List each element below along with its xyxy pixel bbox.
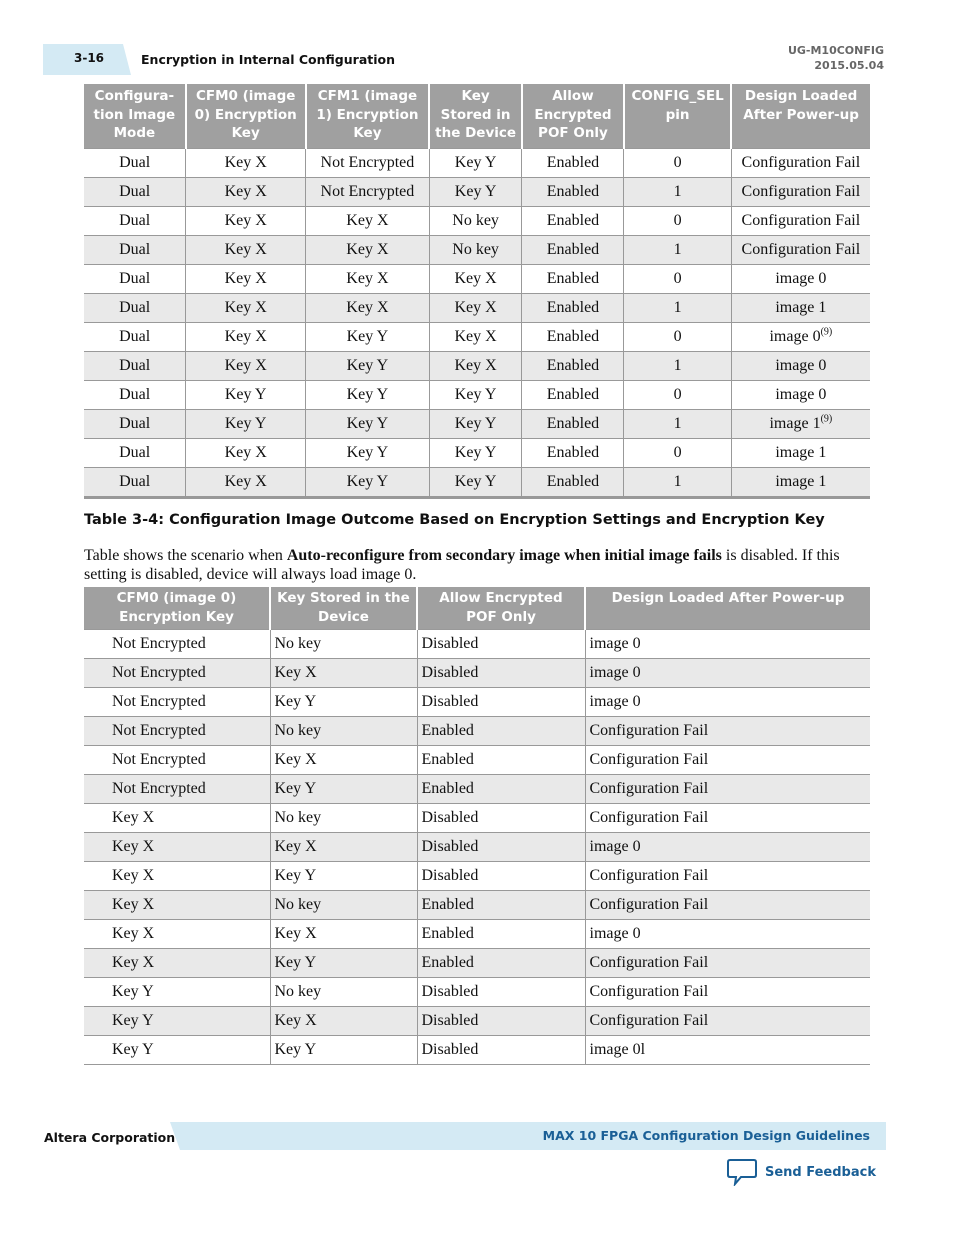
- page-number: 3-16: [74, 51, 105, 65]
- footnote-ref[interactable]: (9): [820, 326, 833, 338]
- table-row: [84, 862, 870, 891]
- column-header: CFM0 (image 0) Encryption Key: [186, 84, 306, 149]
- table-cell: No key: [270, 717, 417, 746]
- table-cell: image 1: [731, 468, 870, 498]
- table-cell: Key X: [186, 352, 306, 381]
- table-row: [84, 833, 870, 862]
- table-cell: Key Y: [429, 410, 522, 439]
- table-cell: Key X: [429, 352, 522, 381]
- table-cell: Disabled: [417, 862, 585, 891]
- table-cell: Not Encrypted: [84, 717, 270, 746]
- table-cell: Dual: [84, 352, 186, 381]
- table-cell: Enabled: [417, 746, 585, 775]
- table-cell: Key Y: [306, 439, 430, 468]
- table-cell: Key Y: [270, 949, 417, 978]
- table-cell: image 0: [731, 352, 870, 381]
- desc-text-pre: Table shows the scenario when: [84, 547, 287, 564]
- table-cell: Dual: [84, 439, 186, 468]
- table-cell: Key X: [186, 439, 306, 468]
- table-cell: Configuration Fail: [585, 804, 870, 833]
- column-header: CONFIG_SEL pin: [624, 84, 731, 149]
- speech-bubble-icon: [727, 1158, 757, 1186]
- table-row: [84, 468, 870, 498]
- column-header: Configura-tion Image Mode: [84, 84, 186, 149]
- table-cell: 0: [624, 265, 731, 294]
- table-cell: Enabled: [522, 207, 624, 236]
- table-cell: Enabled: [522, 352, 624, 381]
- table-cell: Configuration Fail: [585, 891, 870, 920]
- table-row: [84, 920, 870, 949]
- column-header: Key Stored in the Device: [429, 84, 522, 149]
- table-row: [84, 978, 870, 1007]
- encryption-table-dual: [84, 84, 870, 499]
- desc-text-post: is disabled. If this setting is disabled, device will always load image 0.: [84, 547, 840, 583]
- table-cell: image 0: [731, 265, 870, 294]
- send-feedback-link[interactable]: [727, 1158, 876, 1186]
- table-cell: Configuration Fail: [585, 1007, 870, 1036]
- table-cell: Key X: [84, 949, 270, 978]
- table-cell: 0: [624, 439, 731, 468]
- table-cell: Configuration Fail: [731, 236, 870, 265]
- table-cell: Key Y: [306, 468, 430, 498]
- table-row: [84, 688, 870, 717]
- desc-setting-name: Auto-reconfigure from secondary image when initial image fails: [286, 547, 722, 564]
- table-cell: Key Y: [429, 381, 522, 410]
- table-row: [84, 352, 870, 381]
- table-cell: Dual: [84, 468, 186, 498]
- table-cell: Configuration Fail: [731, 178, 870, 207]
- table-cell: image 0: [585, 833, 870, 862]
- table-cell: Key X: [306, 207, 430, 236]
- table-cell: Dual: [84, 323, 186, 352]
- table-row: [84, 265, 870, 294]
- table-cell: Dual: [84, 294, 186, 323]
- table-cell: Key Y: [270, 1036, 417, 1065]
- table-cell: Configuration Fail: [731, 149, 870, 178]
- table-cell: image 0: [731, 381, 870, 410]
- table-row: [84, 659, 870, 688]
- table-cell: Key X: [186, 468, 306, 498]
- table-cell: Disabled: [417, 630, 585, 659]
- table-cell: 0: [624, 207, 731, 236]
- table-cell: Key Y: [306, 410, 430, 439]
- table-cell: Key Y: [429, 178, 522, 207]
- table-cell: Configuration Fail: [585, 862, 870, 891]
- table-row: [84, 717, 870, 746]
- table-cell: Enabled: [522, 468, 624, 498]
- section-title: Encryption in Internal Configuration: [141, 52, 395, 67]
- table-cell: 1: [624, 236, 731, 265]
- table-cell: Key Y: [84, 1036, 270, 1065]
- table-cell: Key Y: [270, 688, 417, 717]
- table-cell: Configuration Fail: [731, 207, 870, 236]
- table-cell: 1: [624, 294, 731, 323]
- table-cell: Key Y: [84, 978, 270, 1007]
- table-cell: image 0: [585, 920, 870, 949]
- table-row: [84, 804, 870, 833]
- table-cell: 1: [624, 410, 731, 439]
- column-header: Key Stored in the Device: [270, 587, 417, 630]
- table-cell: Enabled: [522, 265, 624, 294]
- table-cell: Key X: [270, 1007, 417, 1036]
- table-cell: Key X: [84, 891, 270, 920]
- table-cell: Key X: [186, 178, 306, 207]
- table-cell: Key X: [186, 265, 306, 294]
- table-cell: 0: [624, 381, 731, 410]
- column-header: Allow Encrypted POF Only: [417, 587, 585, 630]
- table-row: [84, 294, 870, 323]
- column-header: Design Loaded After Power-up: [731, 84, 870, 149]
- table-cell: Key X: [306, 265, 430, 294]
- table-cell: Configuration Fail: [585, 775, 870, 804]
- doc-id: UG-M10CONFIG: [787, 44, 884, 57]
- column-header: Design Loaded After Power-up: [585, 587, 870, 630]
- table-cell: Key Y: [306, 352, 430, 381]
- table-cell: Key Y: [186, 410, 306, 439]
- table-cell: Dual: [84, 178, 186, 207]
- table-cell: image 0: [585, 630, 870, 659]
- table-caption: Table 3-4: Configuration Image Outcome Based on Encryption Settings and Encryption Key: [84, 512, 825, 528]
- table-cell: image 0$^{(9)}$: [731, 323, 870, 352]
- table-cell: Key X: [270, 746, 417, 775]
- table-cell: Key Y: [429, 149, 522, 178]
- table-cell: Key X: [186, 294, 306, 323]
- table-cell: Key X: [84, 920, 270, 949]
- table-cell: Dual: [84, 207, 186, 236]
- send-feedback-label[interactable]: Send Feedback: [765, 1164, 876, 1180]
- table-cell: Key X: [306, 236, 430, 265]
- footer-doc-title[interactable]: MAX 10 FPGA Configuration Design Guidelines: [542, 1128, 870, 1143]
- table-cell: Not Encrypted: [306, 178, 430, 207]
- table-cell: Key X: [84, 833, 270, 862]
- table-cell: Dual: [84, 265, 186, 294]
- table-cell: Disabled: [417, 1036, 585, 1065]
- table-cell: No key: [270, 804, 417, 833]
- table-row: [84, 949, 870, 978]
- table-cell: Not Encrypted: [306, 149, 430, 178]
- table-cell: Key X: [429, 323, 522, 352]
- table-cell: Not Encrypted: [84, 659, 270, 688]
- table-cell: Key Y: [270, 862, 417, 891]
- table-cell: Disabled: [417, 688, 585, 717]
- footnote-ref[interactable]: (9): [820, 413, 833, 425]
- table-cell: Key X: [84, 862, 270, 891]
- table-cell: image 1: [731, 294, 870, 323]
- table-cell: Enabled: [417, 775, 585, 804]
- table-cell: Not Encrypted: [84, 746, 270, 775]
- table-cell: Not Encrypted: [84, 775, 270, 804]
- table-cell: Key X: [429, 294, 522, 323]
- table-row: [84, 381, 870, 410]
- table-cell: Dual: [84, 236, 186, 265]
- table-row: [84, 236, 870, 265]
- table-cell: Disabled: [417, 978, 585, 1007]
- table-cell: 0: [624, 323, 731, 352]
- table-description: [84, 546, 870, 584]
- table-cell: Key Y: [84, 1007, 270, 1036]
- table-cell: image 1$^{(9)}$: [731, 410, 870, 439]
- table-cell: Dual: [84, 149, 186, 178]
- table-row: [84, 410, 870, 439]
- table-cell: Enabled: [417, 891, 585, 920]
- table-cell: image 0: [585, 688, 870, 717]
- table-cell: Dual: [84, 381, 186, 410]
- table-cell: Key X: [186, 323, 306, 352]
- table-cell: Enabled: [522, 323, 624, 352]
- table-cell: Enabled: [417, 920, 585, 949]
- table-cell: Key X: [84, 804, 270, 833]
- table-cell: Configuration Fail: [585, 978, 870, 1007]
- table-cell: Disabled: [417, 1007, 585, 1036]
- table-cell: Disabled: [417, 833, 585, 862]
- table-cell: No key: [429, 236, 522, 265]
- table-cell: Key Y: [306, 381, 430, 410]
- table-cell: Enabled: [522, 178, 624, 207]
- table-row: [84, 149, 870, 178]
- table-header-row: [84, 84, 870, 149]
- column-header: Allow Encrypted POF Only: [522, 84, 624, 149]
- encryption-table-single: [84, 587, 870, 1065]
- table-cell: Key X: [186, 149, 306, 178]
- table-cell: Key X: [186, 236, 306, 265]
- table-row: [84, 775, 870, 804]
- table-cell: Enabled: [522, 381, 624, 410]
- table-cell: Key X: [270, 659, 417, 688]
- table-cell: Enabled: [522, 236, 624, 265]
- table-cell: No key: [429, 207, 522, 236]
- table-cell: Configuration Fail: [585, 746, 870, 775]
- table-cell: Dual: [84, 410, 186, 439]
- table-row: [84, 178, 870, 207]
- table-cell: Enabled: [522, 294, 624, 323]
- table-row: [84, 323, 870, 352]
- table-cell: Not Encrypted: [84, 688, 270, 717]
- table-cell: 1: [624, 352, 731, 381]
- table-cell: No key: [270, 978, 417, 1007]
- table-cell: 0: [624, 149, 731, 178]
- table-cell: 1: [624, 178, 731, 207]
- table-cell: Not Encrypted: [84, 630, 270, 659]
- doc-info: [788, 43, 884, 73]
- column-header: CFM1 (image 1) Encryption Key: [306, 84, 430, 149]
- table-cell: Disabled: [417, 659, 585, 688]
- table-cell: No key: [270, 630, 417, 659]
- table-cell: Key X: [270, 920, 417, 949]
- column-header: CFM0 (image 0) Encryption Key: [84, 587, 270, 630]
- table-cell: Key X: [270, 833, 417, 862]
- table-cell: Configuration Fail: [585, 949, 870, 978]
- table-cell: Key Y: [429, 439, 522, 468]
- table-row: [84, 891, 870, 920]
- table-row: [84, 1007, 870, 1036]
- company-name: Altera Corporation: [44, 1130, 176, 1145]
- table-header-row: [84, 587, 870, 630]
- table-cell: Enabled: [522, 439, 624, 468]
- table-cell: 1: [624, 468, 731, 498]
- table-cell: No key: [270, 891, 417, 920]
- table-row: [84, 439, 870, 468]
- table-cell: image 1: [731, 439, 870, 468]
- table-cell: Key X: [306, 294, 430, 323]
- table-cell: Key Y: [270, 775, 417, 804]
- table-cell: Key X: [429, 265, 522, 294]
- table-row: [84, 207, 870, 236]
- table-cell: Enabled: [522, 149, 624, 178]
- table-cell: Enabled: [522, 410, 624, 439]
- table-cell: Enabled: [417, 717, 585, 746]
- table-cell: Disabled: [417, 804, 585, 833]
- table-cell: image 0: [585, 659, 870, 688]
- table-cell: Enabled: [417, 949, 585, 978]
- table-cell: Key Y: [186, 381, 306, 410]
- table-row: [84, 630, 870, 659]
- table-cell: image 0l: [585, 1036, 870, 1065]
- table-cell: Configuration Fail: [585, 717, 870, 746]
- table-row: [84, 1036, 870, 1065]
- table-cell: Key X: [186, 207, 306, 236]
- table-cell: Key Y: [306, 323, 430, 352]
- table-row: [84, 746, 870, 775]
- table-cell: Key Y: [429, 468, 522, 498]
- doc-date: 2015.05.04: [814, 59, 884, 72]
